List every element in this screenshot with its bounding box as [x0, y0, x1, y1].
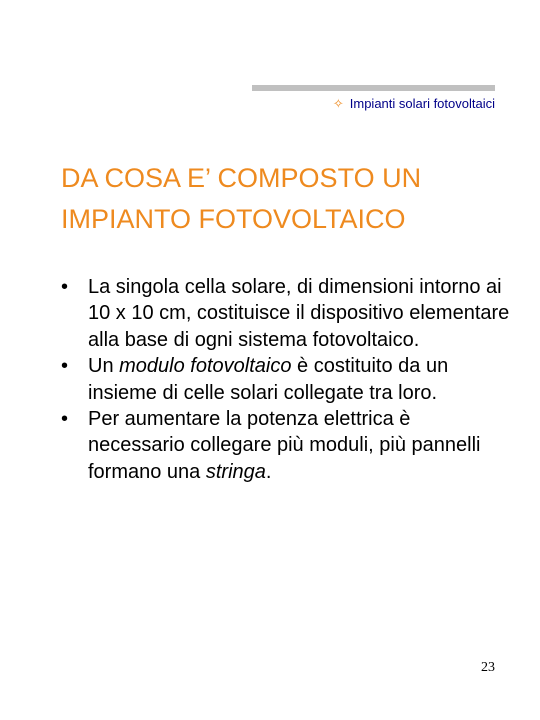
header-rule — [252, 85, 495, 91]
bullet-text-2-emphasis: modulo fotovoltaico — [119, 355, 292, 378]
bullet-text-2-prefix: Un — [88, 355, 120, 378]
diamond-sparkle-icon: ✧ — [332, 95, 344, 111]
bullet-dot-icon: • — [61, 408, 69, 431]
title-line-1: DA COSA E’ COMPOSTO UN — [61, 163, 422, 193]
bullet-text-3-prefix: Per aumentare la potenza elettrica è necessario collegare più moduli, più pannelli formano una — [88, 408, 481, 483]
header-text: Impianti solari fotovoltaici — [349, 95, 495, 111]
bullet-item-3 — [61, 406, 511, 485]
page-number: 23 — [481, 660, 495, 675]
bullet-list — [61, 274, 511, 485]
bullet-text-3-emphasis: stringa — [205, 460, 266, 483]
bullet-item-2 — [61, 353, 511, 406]
bullet-item-1 — [61, 274, 511, 353]
bullet-text-1: La singola cella solare, di dimensioni intorno ai 10 x 10 cm, costituisce il dispositivo elementare alla base di ogni sistema fotovoltaico. — [88, 276, 510, 351]
section-header — [290, 94, 495, 112]
bullet-text-2-suffix: è costituito da un insieme di celle solari collegate tra loro. — [88, 355, 449, 404]
bullet-dot-icon: • — [61, 355, 69, 378]
page-title — [61, 158, 511, 240]
title-line-2: IMPIANTO FOTOVOLTAICO — [61, 204, 406, 234]
bullet-dot-icon: • — [61, 276, 69, 298]
bullet-text-3-suffix: . — [265, 460, 272, 483]
